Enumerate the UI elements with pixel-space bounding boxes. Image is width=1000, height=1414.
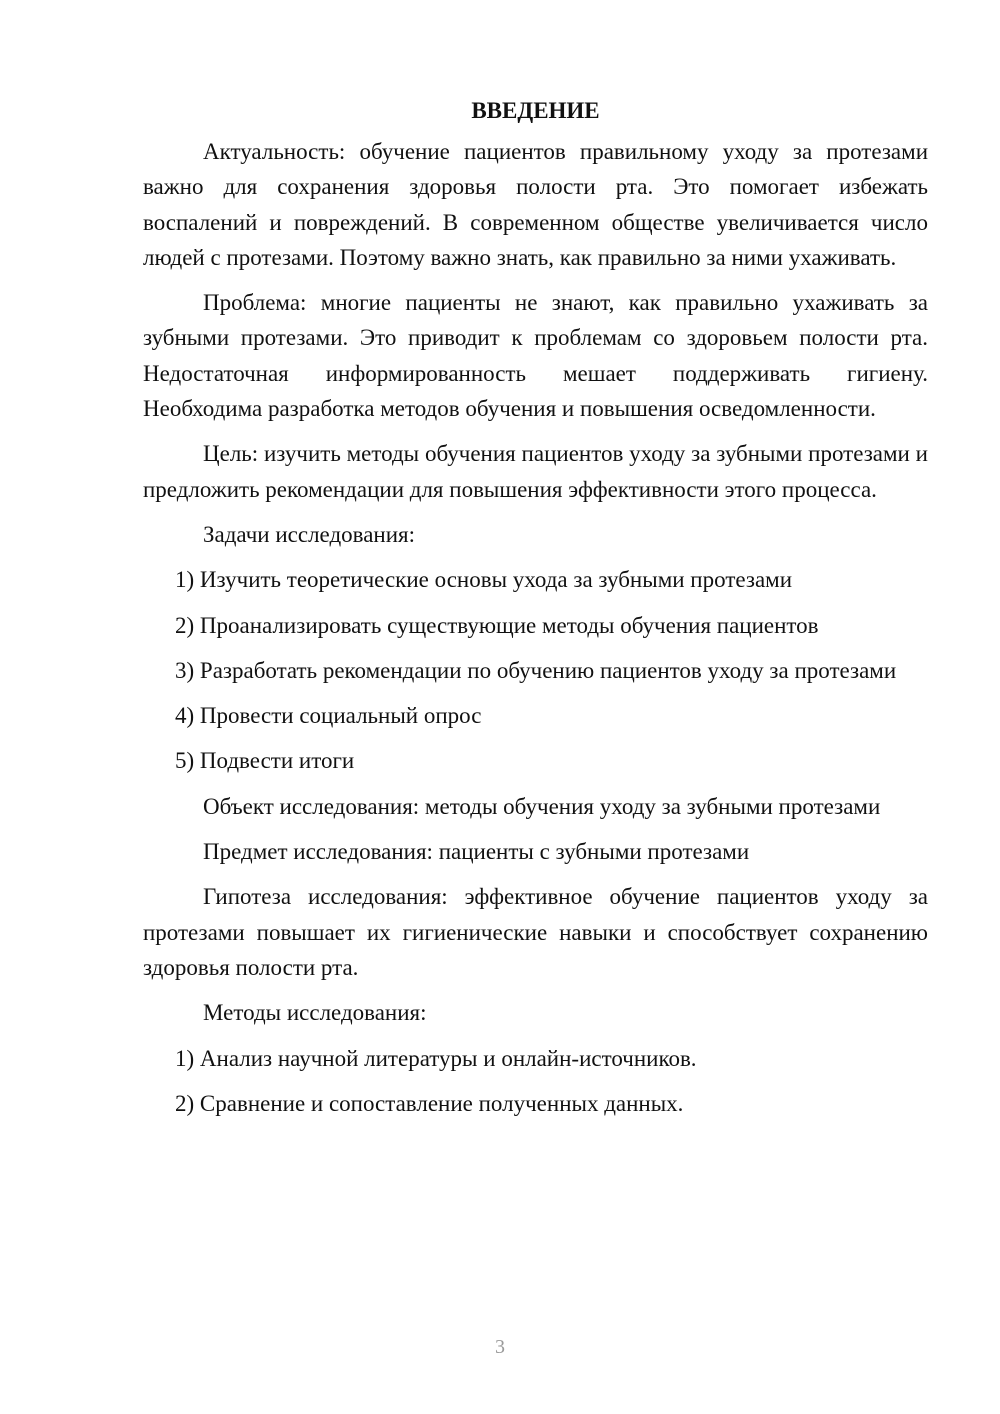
task-item: 5) Подвести итоги (175, 748, 355, 774)
tasks-heading: Задачи исследования: (203, 521, 416, 547)
page-number: 3 (495, 1336, 505, 1358)
tasks-list (143, 562, 928, 778)
relevance-paragraph: Актуальность: обучение пациентов правильному уходу за протезами важно для сохранения здоровья полости рта. Это помогает избежать воспалений и повреждений. В современном обществе увеличивается число людей с протезами. Поэтому важно знать, как правильно за ними ухаживать. (143, 139, 928, 270)
problem-paragraph: Проблема: многие пациенты не знают, как правильно ухаживать за зубными протезами. Это приводит к проблемам со здоровьем полости рта. Недостаточная информированность мешает поддерживать гигиену. Необходима разработка методов обучения и повышения осведомленности. (143, 290, 928, 422)
methods-list (143, 1041, 928, 1122)
methods-heading: Методы исследования: (203, 1000, 427, 1026)
task-item: 1) Изучить теоретические основы ухода за зубными протезами (175, 567, 793, 593)
page-title: ВВЕДЕНИЕ (471, 98, 600, 123)
hypothesis-paragraph: Гипотеза исследования: эффективное обучение пациентов уходу за протезами повышает их гигиенические навыки и способствует сохранению здоровья полости рта. (143, 884, 928, 980)
goal-paragraph: Цель: изучить методы обучения пациентов уходу за зубными протезами и предложить рекомендации для повышения эффективности этого процесса. (143, 441, 928, 502)
task-item: 4) Провести социальный опрос (175, 703, 482, 729)
task-item: 3) Разработать рекомендации по обучению пациентов уходу за протезами (175, 657, 897, 683)
task-item: 2) Проанализировать существующие методы обучения пациентов (175, 612, 819, 638)
method-item: 2) Сравнение и сопоставление полученных данных. (175, 1090, 684, 1116)
subject-paragraph: Предмет исследования: пациенты с зубными протезами (203, 839, 750, 865)
object-paragraph: Объект исследования: методы обучения уходу за зубными протезами (203, 793, 881, 819)
document-body (143, 93, 928, 1131)
method-item: 1) Анализ научной литературы и онлайн-источников. (175, 1045, 697, 1071)
